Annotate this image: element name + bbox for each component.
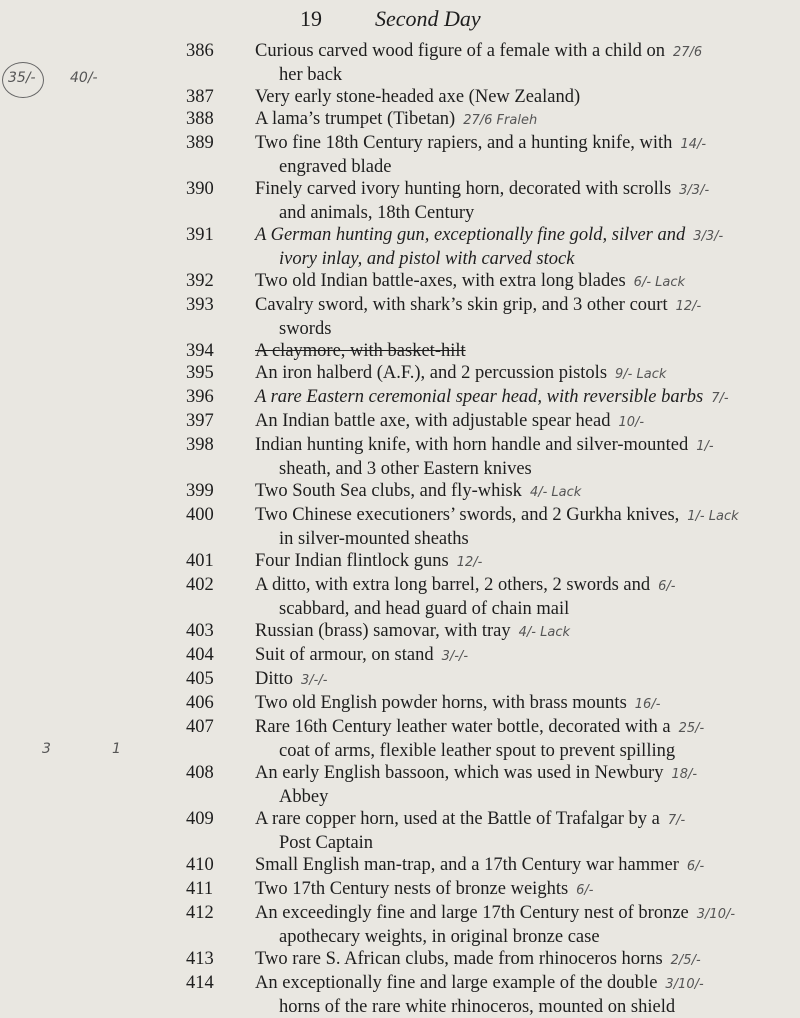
lot-line: Two old English powder horns, with brass mounts (255, 693, 627, 713)
lot-description (255, 362, 785, 386)
price-note: 27/6 (672, 45, 703, 60)
lot-description (255, 40, 785, 86)
lot-item (0, 878, 800, 902)
lot-description (255, 410, 785, 434)
lot-number: 388 (186, 109, 214, 129)
lot-description (255, 86, 785, 108)
price-note: 6/- (658, 579, 676, 594)
lot-description (255, 270, 785, 294)
lot-number: 397 (186, 411, 214, 431)
lot-line: A rare Eastern ceremonial spear head, with reversible barbs (255, 387, 704, 407)
lot-description (255, 434, 785, 480)
price-note: 16/- (634, 697, 661, 712)
lot-number: 411 (186, 879, 214, 899)
price-note: 10/- (618, 415, 645, 430)
lot-item (0, 620, 800, 644)
lot-description (255, 668, 785, 692)
lot-line: A German hunting gun, exceptionally fine gold, silver and (255, 225, 686, 245)
lot-item (0, 854, 800, 878)
lot-description (255, 386, 785, 410)
lot-item (0, 340, 800, 362)
lot-line: apothecary weights, in original bronze case (279, 927, 600, 947)
price-note: 25/- (678, 721, 705, 736)
lot-item (0, 692, 800, 716)
lot-description (255, 878, 785, 902)
lot-description (255, 340, 785, 362)
lot-number: 402 (186, 575, 214, 595)
lot-item (0, 86, 800, 108)
lot-description (255, 854, 785, 878)
lot-line: Suit of armour, on stand (255, 645, 434, 665)
lot-description (255, 504, 785, 550)
lot-line: A ditto, with extra long barrel, 2 others, 2 swords and (255, 575, 651, 595)
price-note: 18/- (671, 767, 698, 782)
lot-line: Two fine 18th Century rapiers, and a hunting knife, with (255, 133, 673, 153)
lot-line: her back (279, 65, 343, 85)
lot-item (0, 762, 800, 808)
lot-number: 392 (186, 271, 214, 291)
lot-line: An early English bassoon, which was used in Newbury (255, 763, 664, 783)
lot-item (0, 40, 800, 86)
price-note: 4/- Lack (518, 625, 570, 640)
lot-line: ivory inlay, and pistol with carved stock (279, 249, 575, 269)
lot-number: 414 (186, 973, 214, 993)
lot-line: sheath, and 3 other Eastern knives (279, 459, 532, 479)
lot-number: 410 (186, 855, 214, 875)
lot-item (0, 550, 800, 574)
lot-line: Two 17th Century nests of bronze weights (255, 879, 569, 899)
margin-price-387: 40/- (70, 70, 98, 86)
lot-line: A claymore, with basket-hilt (255, 341, 466, 361)
lot-line: coat of arms, flexible leather spout to prevent spilling (279, 741, 676, 761)
price-note: 12/- (456, 555, 483, 570)
lot-item (0, 132, 800, 178)
lot-line: Rare 16th Century leather water bottle, decorated with a (255, 717, 671, 737)
lot-description (255, 550, 785, 574)
lot-number: 401 (186, 551, 214, 571)
lot-line: swords (279, 319, 332, 339)
lot-description (255, 716, 785, 762)
lot-list (0, 40, 800, 1018)
lot-item (0, 270, 800, 294)
lot-number: 409 (186, 809, 214, 829)
lot-item (0, 294, 800, 340)
price-note: 3/10/- (665, 977, 704, 992)
lot-number: 405 (186, 669, 214, 689)
lot-number: 390 (186, 179, 214, 199)
lot-number: 412 (186, 903, 214, 923)
lot-line: Two Chinese executioners’ swords, and 2 Gurkha knives, (255, 505, 680, 525)
lot-number: 391 (186, 225, 214, 245)
lot-description (255, 294, 785, 340)
lot-line: Russian (brass) samovar, with tray (255, 621, 511, 641)
lot-line: A rare copper horn, used at the Battle of Trafalgar by a (255, 809, 660, 829)
lot-line: Two rare S. African clubs, made from rhinoceros horns (255, 949, 663, 969)
lot-number: 389 (186, 133, 214, 153)
lot-item (0, 668, 800, 692)
lot-number: 404 (186, 645, 214, 665)
lot-description (255, 480, 785, 504)
lot-item (0, 410, 800, 434)
lot-number: 399 (186, 481, 214, 501)
lot-description (255, 692, 785, 716)
lot-item (0, 224, 800, 270)
lot-item (0, 574, 800, 620)
page-number: 19 (300, 6, 322, 31)
lot-item (0, 972, 800, 1018)
page-title: Second Day (375, 6, 481, 31)
lot-description (255, 644, 785, 668)
lot-number: 393 (186, 295, 214, 315)
lot-line: and animals, 18th Century (279, 203, 475, 223)
lot-item (0, 178, 800, 224)
lot-item (0, 362, 800, 386)
price-note: 1/- (696, 439, 714, 454)
lot-item (0, 644, 800, 668)
lot-line: horns of the rare white rhinoceros, mounted on shield (279, 997, 676, 1017)
lot-item (0, 434, 800, 480)
lot-number: 398 (186, 435, 214, 455)
lot-item (0, 386, 800, 410)
price-note: 3/10/- (696, 907, 736, 922)
lot-line: An Indian battle axe, with adjustable spear head (255, 411, 611, 431)
lot-line: in silver-mounted sheaths (279, 529, 469, 549)
price-note: 3/3/- (693, 229, 724, 244)
price-note: 3/-/- (301, 673, 328, 688)
lot-description (255, 224, 785, 270)
lot-line: Two old Indian battle-axes, with extra long blades (255, 271, 626, 291)
lot-line: Four Indian flintlock guns (255, 551, 449, 571)
lot-description (255, 108, 785, 132)
lot-line: Indian hunting knife, with horn handle and silver-mounted (255, 435, 689, 455)
lot-description (255, 972, 785, 1018)
lot-description (255, 762, 785, 808)
lot-line: Two South Sea clubs, and fly-whisk (255, 481, 522, 501)
lot-number: 407 (186, 717, 214, 737)
price-note: 9/- Lack (615, 367, 667, 382)
lot-description (255, 132, 785, 178)
lot-description (255, 574, 785, 620)
lot-item (0, 948, 800, 972)
lot-line: engraved blade (279, 157, 392, 177)
lot-number: 403 (186, 621, 214, 641)
lot-description (255, 620, 785, 644)
lot-line: An iron halberd (A.F.), and 2 percussion pistols (255, 363, 608, 383)
lot-item (0, 716, 800, 762)
price-note: 6/- (576, 883, 594, 898)
price-note: 6/- (686, 859, 705, 874)
lot-item (0, 108, 800, 132)
lot-line: Post Captain (279, 833, 374, 853)
lot-number: 406 (186, 693, 214, 713)
lot-description (255, 948, 785, 972)
lot-line: Small English man-trap, and a 17th Century war hammer (255, 855, 679, 875)
price-note: 7/- (667, 813, 686, 828)
lot-line: Cavalry sword, with shark’s skin grip, and 3 other court (255, 295, 668, 315)
lot-line: Abbey (279, 787, 329, 807)
margin-note-387: 35/- (8, 70, 36, 86)
lot-line: scabbard, and head guard of chain mail (279, 599, 570, 619)
lot-number: 395 (186, 363, 214, 383)
lot-item (0, 902, 800, 948)
lot-number: 387 (186, 87, 214, 107)
margin-price-412: 1 (112, 741, 121, 757)
lot-description (255, 178, 785, 224)
lot-line: Finely carved ivory hunting horn, decorated with scrolls (255, 179, 672, 199)
price-note: 6/- Lack (633, 275, 686, 290)
lot-number: 386 (186, 41, 214, 61)
page-header (0, 6, 800, 34)
price-note: 2/5/- (670, 953, 701, 968)
lot-line: Curious carved wood figure of a female with a child on (255, 41, 665, 61)
lot-item (0, 480, 800, 504)
lot-number: 408 (186, 763, 214, 783)
lot-number: 394 (186, 341, 214, 361)
lot-line: Ditto (255, 669, 294, 689)
lot-item (0, 504, 800, 550)
lot-line: Very early stone-headed axe (New Zealand) (255, 87, 581, 107)
price-note: 7/- (711, 391, 729, 406)
lot-description (255, 902, 785, 948)
lot-number: 400 (186, 505, 214, 525)
price-note: 3/-/- (441, 649, 469, 664)
lot-line: An exceptionally fine and large example of the double (255, 973, 658, 993)
lot-description (255, 808, 785, 854)
price-note: 12/- (675, 299, 702, 314)
lot-line: A lama’s trumpet (Tibetan) (255, 109, 456, 129)
lot-item (0, 808, 800, 854)
price-note: 14/- (680, 137, 707, 152)
lot-line: An exceedingly fine and large 17th Century nest of bronze (255, 903, 689, 923)
price-note: 1/- Lack (687, 509, 739, 524)
margin-note-412: 3 (42, 741, 51, 757)
price-note: 3/3/- (679, 183, 710, 198)
price-note: 27/6 Fraleh (463, 113, 538, 128)
lot-number: 396 (186, 387, 214, 407)
lot-number: 413 (186, 949, 214, 969)
price-note: 4/- Lack (529, 485, 582, 500)
